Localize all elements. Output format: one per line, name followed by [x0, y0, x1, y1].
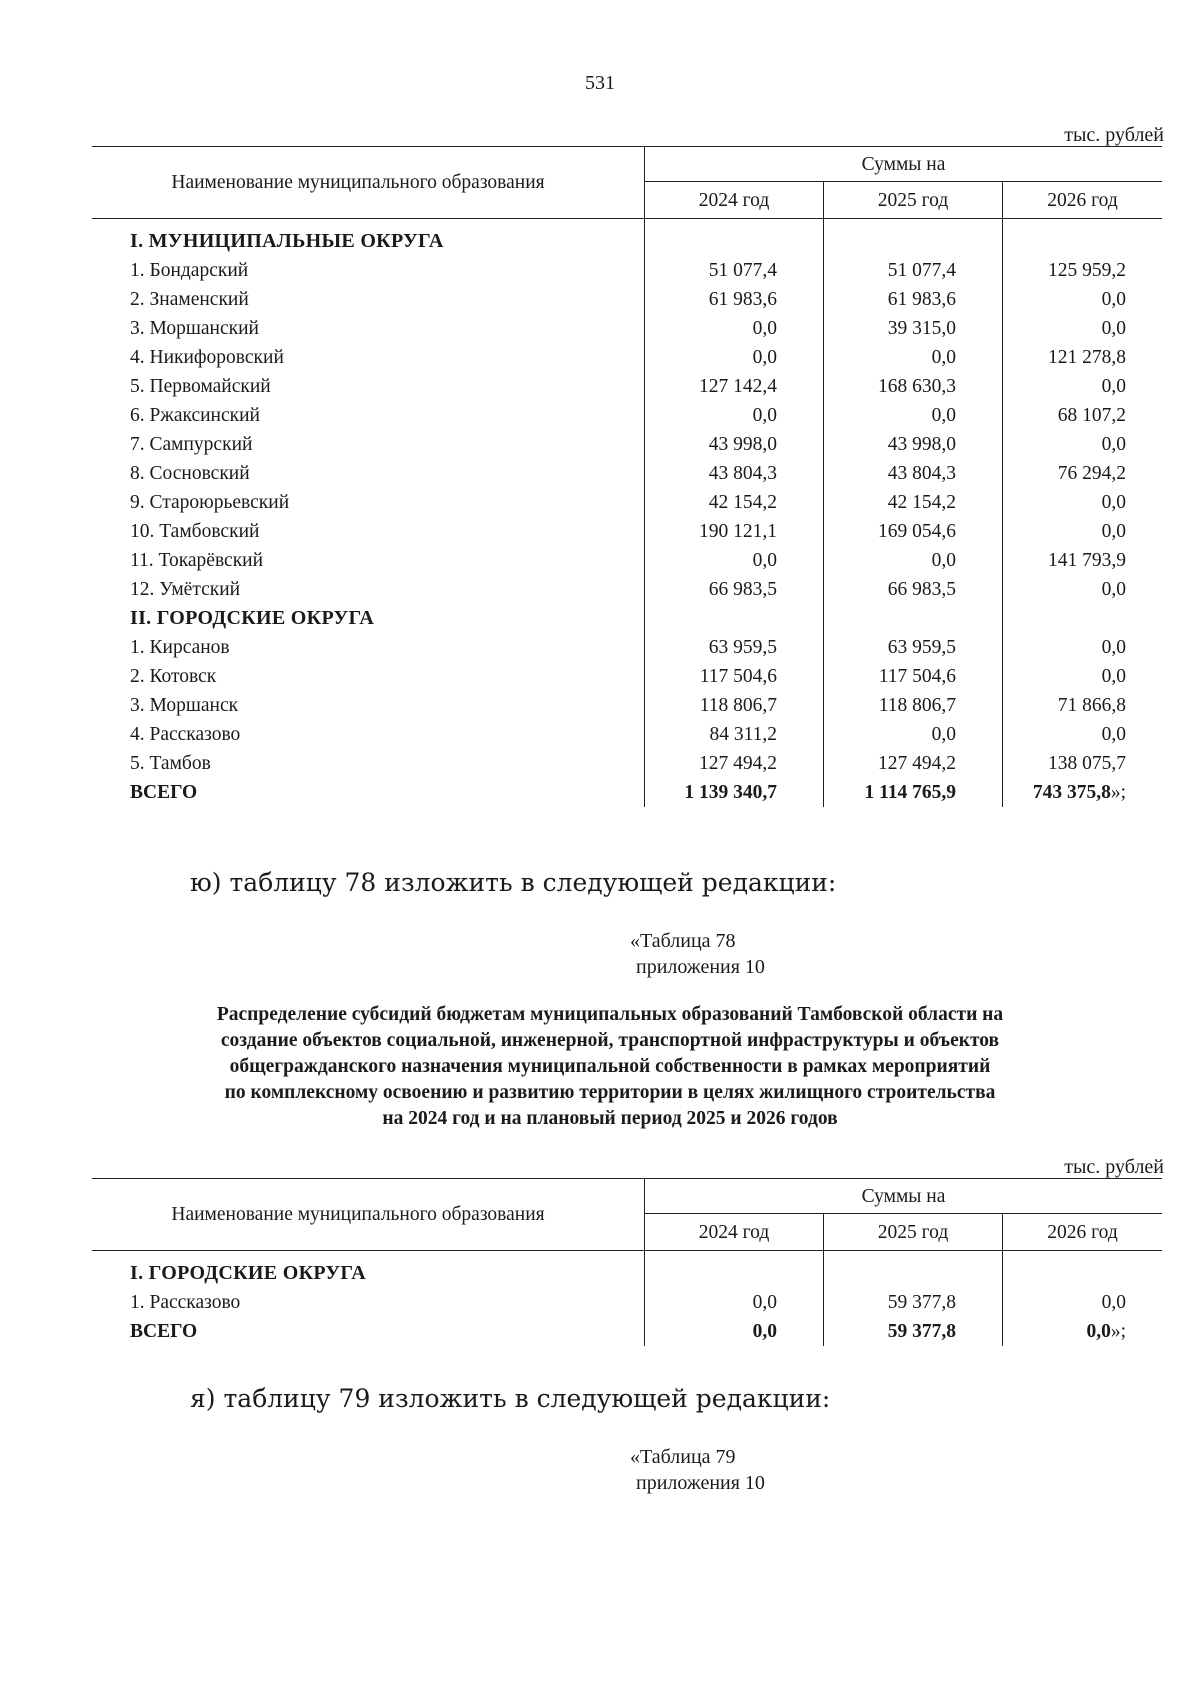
amount: 1 139 340,7 [684, 782, 777, 803]
municipality-name: 8. Сосновский [130, 463, 250, 484]
value-2025 [824, 720, 1003, 749]
instruction-table-78: ю) таблицу 78 изложить в следующей редакции: [190, 868, 837, 897]
value-2026 [1003, 488, 1163, 517]
table-row [92, 401, 1162, 430]
amount: 0,0 [1101, 492, 1126, 513]
municipality-name: 3. Моршанский [130, 318, 259, 339]
section-row [92, 1251, 1162, 1289]
value-2025 [824, 314, 1003, 343]
value-2025 [824, 430, 1003, 459]
table-row [92, 691, 1162, 720]
amount: 127 142,4 [699, 376, 777, 397]
amount: 42 154,2 [887, 492, 956, 513]
value-2025 [824, 778, 1003, 807]
amount: 0,0 [931, 405, 956, 426]
value-2026 [1003, 546, 1163, 575]
amount: 138 075,7 [1048, 753, 1126, 774]
amount: 63 959,5 [887, 637, 956, 658]
table1-header-sums: Суммы на [645, 147, 1163, 182]
value-2024 [645, 604, 824, 633]
value-2025 [824, 256, 1003, 285]
municipality-name: 11. Токарёвский [130, 550, 264, 571]
value-2024 [645, 720, 824, 749]
caption-table-79-line1: «Таблица 79 [630, 1446, 736, 1468]
municipality-name: 3. Моршанск [130, 695, 239, 716]
value-2025 [824, 604, 1003, 633]
amount: 0,0 [1101, 289, 1126, 310]
amount: 169 054,6 [878, 521, 956, 542]
amount: 61 983,6 [887, 289, 956, 310]
amount: 0,0 [752, 405, 777, 426]
value-2025 [824, 691, 1003, 720]
section-heading: I. МУНИЦИПАЛЬНЫЕ ОКРУГА [130, 230, 444, 252]
value-2025 [824, 219, 1003, 257]
value-2024 [645, 778, 824, 807]
value-2024 [645, 575, 824, 604]
value-2024 [645, 372, 824, 401]
table-row [92, 1288, 1162, 1317]
value-2024 [645, 459, 824, 488]
value-2026 [1003, 720, 1163, 749]
value-2024 [645, 314, 824, 343]
amount: 117 504,6 [699, 666, 777, 687]
value-2025 [824, 372, 1003, 401]
value-2024 [645, 256, 824, 285]
amount: 0,0 [1101, 434, 1126, 455]
amount: 66 983,5 [887, 579, 956, 600]
municipality-name: 6. Ржаксинский [130, 405, 260, 426]
table-78-title-line: по комплексному освоению и развитию территории в целях жилищного строительства [224, 1082, 996, 1103]
table-row [92, 459, 1162, 488]
municipality-name: 12. Умётский [130, 579, 241, 600]
amount: 121 278,8 [1048, 347, 1126, 368]
municipality-name: 2. Котовск [130, 666, 217, 687]
value-2024 [645, 749, 824, 778]
table-78-title-line: на 2024 год и на плановый период 2025 и 2026 годов [382, 1108, 838, 1129]
value-2026 [1003, 1288, 1163, 1317]
quote-suffix: »; [1110, 1321, 1126, 1342]
amount: 0,0 [752, 347, 777, 368]
value-2026 [1003, 314, 1163, 343]
table-row [92, 256, 1162, 285]
table-row [92, 314, 1162, 343]
table-78-title [120, 1002, 1100, 1132]
value-2026 [1003, 430, 1163, 459]
value-2025 [824, 285, 1003, 314]
amount: 0,0 [1086, 1321, 1111, 1342]
amount: 0,0 [752, 318, 777, 339]
table-row [92, 662, 1162, 691]
table2-header-2025: 2025 год [824, 1214, 1003, 1251]
table-row [92, 343, 1162, 372]
municipality-name: 9. Староюрьевский [130, 492, 290, 513]
amount: 51 077,4 [887, 260, 956, 281]
value-2024 [645, 343, 824, 372]
value-2026 [1003, 1317, 1163, 1346]
table-row [92, 633, 1162, 662]
table-row [92, 372, 1162, 401]
value-2026 [1003, 401, 1163, 430]
amount: 1 114 765,9 [864, 782, 956, 803]
page-number: 531 [585, 72, 615, 94]
value-2025 [824, 1288, 1003, 1317]
value-2026 [1003, 459, 1163, 488]
table2-header-name: Наименование муниципального образования [92, 1179, 645, 1251]
value-2024 [645, 517, 824, 546]
amount: 0,0 [1101, 376, 1126, 397]
total-label: ВСЕГО [130, 1321, 198, 1342]
total-row [92, 778, 1162, 807]
amount: 0,0 [1101, 637, 1126, 658]
amount: 0,0 [1101, 724, 1126, 745]
table1-header-2024: 2024 год [645, 182, 824, 219]
amount: 118 806,7 [699, 695, 777, 716]
amount: 0,0 [1101, 1292, 1126, 1313]
section-row [92, 219, 1162, 257]
amount: 0,0 [931, 347, 956, 368]
municipality-name: 5. Первомайский [130, 376, 271, 397]
value-2026 [1003, 1251, 1163, 1289]
value-2025 [824, 517, 1003, 546]
value-2025 [824, 1251, 1003, 1289]
value-2025 [824, 343, 1003, 372]
amount: 0,0 [931, 724, 956, 745]
amount: 84 311,2 [709, 724, 777, 745]
amount: 66 983,5 [708, 579, 777, 600]
value-2026 [1003, 691, 1163, 720]
caption-table-78 [630, 928, 765, 980]
value-2026 [1003, 517, 1163, 546]
amount: 141 793,9 [1048, 550, 1126, 571]
section-row [92, 604, 1162, 633]
value-2026 [1003, 778, 1163, 807]
amount: 59 377,8 [887, 1292, 956, 1313]
value-2026 [1003, 285, 1163, 314]
total-label: ВСЕГО [130, 782, 198, 803]
table-row [92, 430, 1162, 459]
municipality-name: 2. Знаменский [130, 289, 249, 310]
section-heading: I. ГОРОДСКИЕ ОКРУГА [130, 1262, 366, 1284]
table1-body [92, 219, 1162, 808]
value-2024 [645, 488, 824, 517]
value-2025 [824, 401, 1003, 430]
table2-header-2026: 2026 год [1003, 1214, 1163, 1251]
value-2026 [1003, 633, 1163, 662]
amount: 43 998,0 [708, 434, 777, 455]
municipality-name: 4. Рассказово [130, 724, 241, 745]
value-2025 [824, 749, 1003, 778]
table-row [92, 575, 1162, 604]
value-2024 [645, 1288, 824, 1317]
amount: 0,0 [1101, 318, 1126, 339]
amount: 61 983,6 [708, 289, 777, 310]
amount: 43 998,0 [887, 434, 956, 455]
amount: 190 121,1 [699, 521, 777, 542]
caption-table-79 [630, 1444, 765, 1496]
amount: 127 494,2 [878, 753, 956, 774]
amount: 71 866,8 [1057, 695, 1126, 716]
value-2025 [824, 546, 1003, 575]
amount: 68 107,2 [1057, 405, 1126, 426]
amount: 0,0 [1101, 521, 1126, 542]
value-2024 [645, 633, 824, 662]
amount: 0,0 [752, 1292, 777, 1313]
value-2025 [824, 633, 1003, 662]
amount: 76 294,2 [1057, 463, 1126, 484]
table2-units: тыс. рублей [1064, 1156, 1164, 1178]
value-2026 [1003, 219, 1163, 257]
amount: 43 804,3 [887, 463, 956, 484]
municipality-name: 7. Сампурский [130, 434, 253, 455]
municipality-name: 1. Бондарский [130, 260, 249, 281]
quote-suffix: »; [1110, 782, 1126, 803]
amount: 168 630,3 [878, 376, 956, 397]
amount: 43 804,3 [708, 463, 777, 484]
total-row [92, 1317, 1162, 1346]
amount: 127 494,2 [699, 753, 777, 774]
section-heading: II. ГОРОДСКИЕ ОКРУГА [130, 607, 375, 629]
amount: 0,0 [1101, 579, 1126, 600]
amount: 39 315,0 [887, 318, 956, 339]
table2-body [92, 1251, 1162, 1347]
amount: 118 806,7 [878, 695, 956, 716]
value-2024 [645, 219, 824, 257]
value-2025 [824, 488, 1003, 517]
amount: 59 377,8 [887, 1321, 956, 1342]
table-row [92, 517, 1162, 546]
table-78-title-line: общегражданского назначения муниципальной собственности в рамках мероприятий [229, 1056, 991, 1077]
value-2024 [645, 691, 824, 720]
table2-header-2024: 2024 год [645, 1214, 824, 1251]
table2 [92, 1178, 1162, 1346]
municipality-name: 1. Рассказово [130, 1292, 241, 1313]
municipality-name: 1. Кирсанов [130, 637, 230, 658]
instruction-table-79: я) таблицу 79 изложить в следующей редакции: [190, 1384, 831, 1413]
table1 [92, 146, 1162, 807]
amount: 743 375,8 [1032, 782, 1111, 803]
value-2025 [824, 662, 1003, 691]
value-2024 [645, 401, 824, 430]
value-2024 [645, 285, 824, 314]
value-2026 [1003, 575, 1163, 604]
value-2024 [645, 1317, 824, 1346]
amount: 0,0 [931, 550, 956, 571]
caption-table-78-line2: приложения 10 [636, 956, 765, 978]
value-2024 [645, 430, 824, 459]
table1-header-2025: 2025 год [824, 182, 1003, 219]
table1-units: тыс. рублей [1064, 124, 1164, 146]
value-2025 [824, 1317, 1003, 1346]
value-2025 [824, 459, 1003, 488]
caption-table-79-line2: приложения 10 [636, 1472, 765, 1494]
value-2024 [645, 1251, 824, 1289]
amount: 0,0 [1101, 666, 1126, 687]
value-2026 [1003, 604, 1163, 633]
value-2026 [1003, 343, 1163, 372]
table1-header-name: Наименование муниципального образования [92, 147, 645, 219]
table2-header-sums: Суммы на [645, 1179, 1163, 1214]
table-row [92, 749, 1162, 778]
amount: 125 959,2 [1048, 260, 1126, 281]
municipality-name: 5. Тамбов [130, 753, 211, 774]
table-row [92, 546, 1162, 575]
table-78-title-line: создание объектов социальной, инженерной, транспортной инфраструктуры и объектов [220, 1030, 1000, 1051]
value-2026 [1003, 256, 1163, 285]
amount: 0,0 [752, 550, 777, 571]
amount: 42 154,2 [708, 492, 777, 513]
value-2024 [645, 546, 824, 575]
table1-header-2026: 2026 год [1003, 182, 1163, 219]
value-2026 [1003, 372, 1163, 401]
table-row [92, 720, 1162, 749]
value-2025 [824, 575, 1003, 604]
table-row [92, 285, 1162, 314]
value-2026 [1003, 749, 1163, 778]
amount: 63 959,5 [708, 637, 777, 658]
table-78-title-line: Распределение субсидий бюджетам муниципальных образований Тамбовской области на [216, 1004, 1004, 1025]
value-2026 [1003, 662, 1163, 691]
table-row [92, 488, 1162, 517]
amount: 51 077,4 [708, 260, 777, 281]
municipality-name: 4. Никифоровский [130, 347, 284, 368]
amount: 117 504,6 [878, 666, 956, 687]
caption-table-78-line1: «Таблица 78 [630, 930, 736, 952]
value-2024 [645, 662, 824, 691]
municipality-name: 10. Тамбовский [130, 521, 260, 542]
amount: 0,0 [752, 1321, 777, 1342]
